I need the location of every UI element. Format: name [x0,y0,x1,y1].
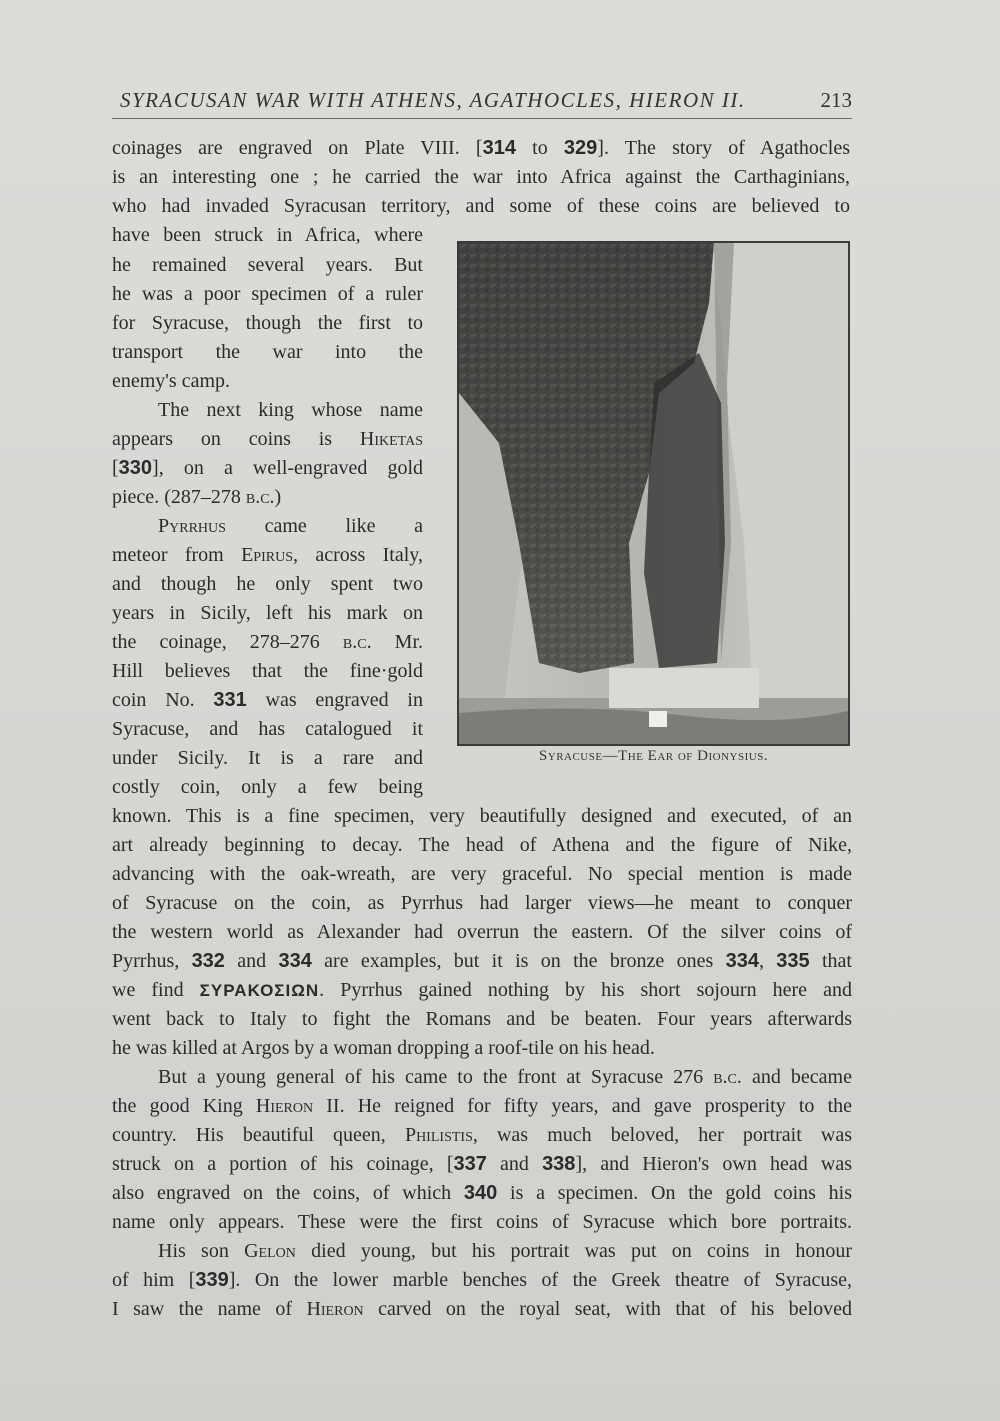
text-line-5: he remained several years. But [112,254,423,276]
text-line-24: known. This is a fine specimen, very beautifully designed and executed, of an [112,805,852,827]
text-line-13: piece. (287–278 b.c.) [112,486,282,508]
text-line-32: he was killed at Argos by a woman dropping a roof-tile on his head. [112,1037,655,1059]
text-line-21: Syracuse, and has catalogued it [112,718,423,740]
text-line-34: the good King Hieron II. He reigned for fifty years, and gave prosperity to the [112,1095,853,1117]
text-line-41: I saw the name of Hieron carved on the royal seat, with that of his beloved [112,1298,852,1320]
text-line-33: But a young general of his came to the front at Syracuse 276 b.c. and became [158,1066,852,1088]
text-line-6: he was a poor specimen of a ruler [112,283,423,305]
text-line-16: and though he only spent two [112,573,423,595]
text-line-35: country. His beautiful queen, Philistis, was much beloved, her portrait was [112,1124,853,1146]
text-line-25: art already beginning to decay. The head of Athena and the figure of Nike, [112,834,852,856]
text-line-26: advancing with the oak-wreath, are very graceful. No special mention is made [112,863,852,885]
text-line-14: Pyrrhus came like a [158,515,423,537]
text-line-20: coin No. 331 was engraved in [112,689,423,711]
text-line-39: His son Gelon died young, but his portrait was put on coins in honour [158,1240,852,1262]
text-line-22: under Sicily. It is a rare and [112,747,423,769]
text-line-19: Hill believes that the fine·gold [112,660,423,682]
greek-inscription: ΣΥΡΑΚΟΣΙΩΝ [199,981,320,1000]
text-line-30: we find ΣΥΡΑΚΟΣΙΩΝ. Pyrrhus gained nothing by his short sojourn here and [112,979,852,1001]
text-line-36: struck on a portion of his coinage, [337 and 338], and Hieron's own head was [112,1153,852,1175]
text-line-29: Pyrrhus, 332 and 334 are examples, but it is on the bronze ones 334, 335 that [112,950,852,972]
text-line-37: also engraved on the coins, of which 340 is a specimen. On the gold coins his [112,1182,852,1204]
page-number: 213 [820,88,852,112]
text-line-7: for Syracuse, though the first to [112,312,423,334]
text-line-12: [330], on a well-engraved gold [112,457,423,479]
text-line-23: costly coin, only a few being [112,776,423,798]
cave-photo-illustration [459,243,848,744]
text-line-2: is an interesting one ; he carried the war into Africa against the Carthaginians, [112,166,850,188]
text-line-40: of him [339]. On the lower marble benches of the Greek theatre of Syracuse, [112,1269,853,1291]
figure-caption: Syracuse—The Ear of Dionysius. [538,748,769,764]
text-line-4: have been struck in Africa, where [112,224,423,246]
text-line-31: went back to Italy to fight the Romans and be beaten. Four years afterwards [112,1008,852,1030]
text-line-28: the western world as Alexander had overrun the eastern. Of the silver coins of [112,921,852,943]
running-header [112,84,852,119]
text-line-38: name only appears. These were the first coins of Syracuse which bore portraits. [112,1211,852,1233]
text-line-18: the coinage, 278–276 b.c. Mr. [112,631,424,653]
text-line-3: who had invaded Syracusan territory, and some of these coins are believed to [112,195,850,217]
text-line-1: coinages are engraved on Plate VIII. [314 to 329]. The story of Agathocles [112,137,850,159]
photograph-ear-of-dionysius [457,241,850,746]
text-line-10: The next king whose name [158,399,423,421]
text-line-11: appears on coins is Hiketas [112,428,423,450]
running-title: SYRACUSAN WAR WITH ATHENS, AGATHOCLES, HIERON II. [120,88,746,112]
text-line-27: of Syracuse on the coin, as Pyrrhus had larger views—he meant to conquer [112,892,852,914]
text-line-17: years in Sicily, left his mark on [112,602,423,624]
text-line-8: transport the war into the [112,341,423,363]
text-line-15: meteor from Epirus, across Italy, [112,544,423,566]
text-line-9: enemy's camp. [112,370,231,392]
